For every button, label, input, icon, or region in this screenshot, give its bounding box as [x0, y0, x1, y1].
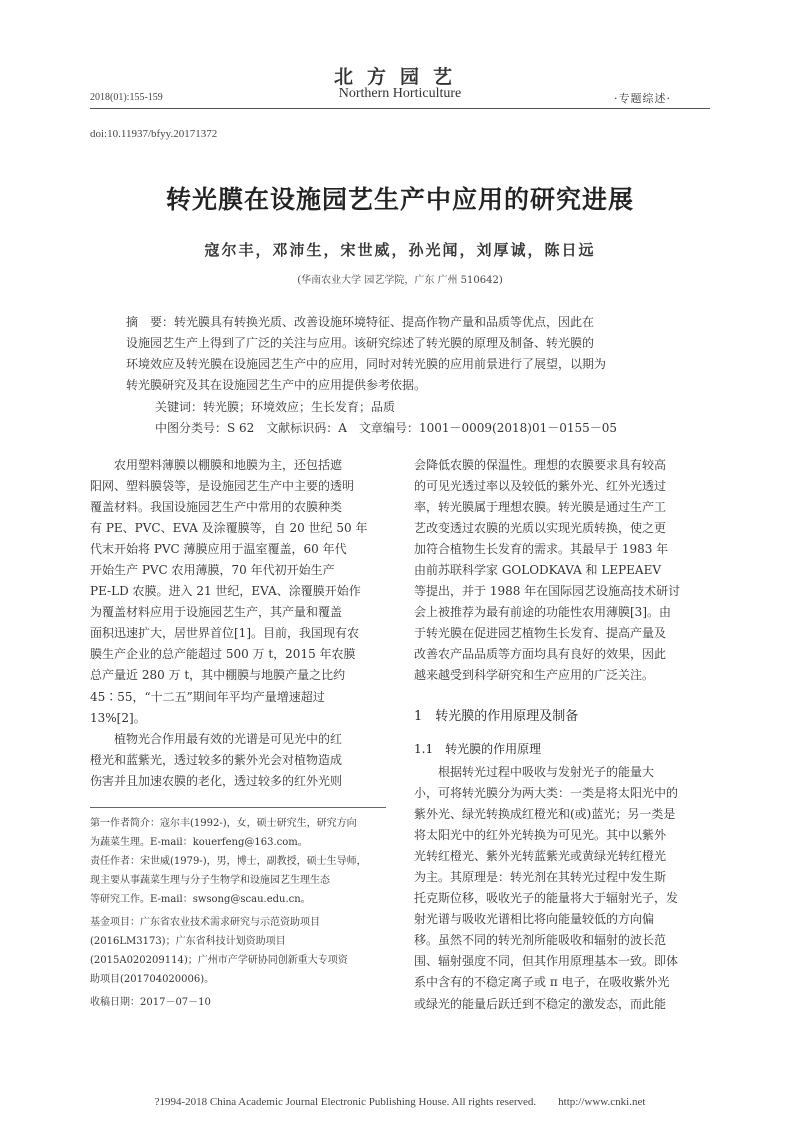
body-line: 农用塑料薄膜以棚膜和地膜为主，还包括遮 [90, 458, 343, 472]
body-line: 伤害并且加速农膜的老化，透过较多的红外光则 [90, 773, 343, 788]
paper-title: 转光膜在设施园艺生产中应用的研究进展 [165, 185, 634, 214]
body-line: 总产量近 280 万 t，其中棚膜与地膜产量之比约 [90, 668, 346, 683]
body-line: 艺改变透过农膜的光质以实现光质转换，使之更 [414, 521, 667, 536]
body-line: 植物光合作用最有效的光谱是可见光中的红 [90, 731, 343, 746]
body-line: 阳网、塑料膜袋等，是设施园艺生产中主要的透明 [90, 479, 355, 494]
body-line: 移。虽然不同的转光剂所能吸收和辐射的波长范 [414, 933, 667, 948]
body-line: 覆盖材料。我国设施园艺生产中常用的农膜种类 [90, 500, 343, 515]
footnote-line: 为蔬菜生理。E-mail：kouerfeng@163.com。 [90, 837, 308, 848]
body-line: 将太阳光中的红外光转换为可见光。其中以紫外 [414, 828, 667, 843]
body-line: 小，可将转光膜分为两大类：一类是将太阳光中的 [414, 786, 679, 801]
body-line: 越来越受到科学研究和生产应用的广泛关注。 [414, 668, 655, 683]
body-line: 等提出，并于 1988 年在国际园艺设施高技术研讨 [414, 584, 681, 599]
section-label: ·专题综述· [614, 92, 671, 105]
authors: 寇尔丰，邓沛生，宋世威，孙光闻，刘厚诚，陈日远 [204, 241, 596, 259]
doi: doi:10.11937/bfyy.20171372 [90, 128, 218, 140]
footnote-line: 第一作者简介：寇尔丰(1992-)，女，硕士研究生，研究方向 [90, 818, 357, 829]
copyright-notice: ?1994-2018 China Academic Journal Electronic Publishing House. All rights reserved. http://www.cnki.net [154, 1096, 646, 1108]
journal-title-en: Northern Horticulture [338, 86, 462, 101]
footnote-line: (2015A020209114)；广州市产学研协同创新重大专项资 [90, 955, 348, 966]
body-line: 加符合植物生长发育的需求。其最早于 1983 年 [414, 542, 669, 557]
footnote-rule [90, 807, 386, 808]
left-column [90, 455, 386, 792]
footnote-line: (2016LM3173)；广东省科技计划资助项目 [90, 936, 286, 947]
body-line: 的可见光透过率以及较低的紫外光、红外光透过 [414, 479, 667, 494]
body-line: 改善农产品品质等方面均具有良好的效果，因此 [414, 647, 667, 662]
body-line: 率，转光膜属于理想农膜。转光膜是通过生产工 [414, 500, 667, 515]
body-line: 托克斯位移，吸收光子的能量将大于辐射光子，发 [414, 891, 679, 906]
body-line: 为主。其原理是：转光剂在其转光过程中发生斯 [414, 870, 667, 885]
body-line: 紫外光、绿光转换成红橙光和(或)蓝光；另一类是 [414, 807, 676, 822]
footnote-line: 收稿日期：2017－07－10 [90, 997, 211, 1008]
footnote-line: 现主要从事蔬菜生理与分子生物学和设施园艺生理生态 [90, 875, 330, 886]
footnote-line: 责任作者：宋世威(1979-)，男，博士，副教授，硕士生导师， [90, 856, 367, 867]
body-line: 系中含有的不稳定离子或 π 电子，在吸收紫外光 [414, 975, 670, 990]
body-line: 会上被推荐为最有前途的功能性农用薄膜[3]。由 [414, 605, 671, 620]
issue-info: 2018(01):155-159 [90, 92, 163, 103]
body-line: 为覆盖材料应用于设施园艺生产，其产量和覆盖 [90, 605, 343, 620]
affiliation: (华南农业大学 园艺学院，广东 广州 510642) [297, 275, 503, 286]
body-line: 围、辐射强度不同，但其作用原理基本一致。即体 [414, 954, 679, 969]
body-line: 射光谱与吸收光谱相比将向能量较低的方向偏 [414, 912, 655, 927]
footnote-line: 等研究工作。E-mail：swsong@scau.edu.cn。 [90, 894, 311, 905]
abstract-line: 摘 要：转光膜具有转换光质、改善设施环境特征、提高作物产量和品质等优点，因此在 [126, 315, 595, 329]
keywords: 关键词：转光膜；环境效应；生长发育；品质 [155, 400, 396, 414]
body-line: 于转光膜在促进园艺植物生长发育、提高产量及 [414, 626, 667, 641]
body-line: 45∶55，“十二五”期间年平均产量增速超过 [90, 689, 325, 704]
body-line: 由前苏联科学家 GOLODKAVA 和 LEPEAEV [414, 563, 662, 578]
abstract-line: 环境效应及转光膜在设施园艺生产中的应用，同时对转光膜的应用前景进行了展望，以期为 [126, 357, 607, 371]
right-column [414, 455, 710, 687]
body-line: 膜生产企业的总产能超过 500 万 t，2015 年农膜 [90, 647, 356, 662]
footnote-line: 基金项目：广东省农业技术需求研究与示范资助项目 [90, 917, 320, 928]
right-column-continued [414, 762, 710, 1015]
body-line: 会降低农膜的保温性。理想的农膜要求具有较高 [414, 458, 667, 472]
body-line: 根据转光过程中吸收与发射光子的能量大 [414, 765, 655, 779]
subsection-heading: 1.1 转光膜的作用原理 [414, 742, 542, 756]
journal-title-cn: 北方园艺 [333, 66, 466, 88]
body-line: 橙光和蓝紫光，透过较多的紫外光会对植物造成 [90, 752, 343, 767]
body-line: PE-LD 农膜。进入 21 世纪，EVA、涂覆膜开始作 [90, 584, 361, 599]
header-rule [90, 108, 710, 109]
body-line: 开始生产 PVC 农用薄膜，70 年代初开始生产 [90, 563, 335, 578]
body-line: 代末开始将 PVC 薄膜应用于温室覆盖，60 年代 [90, 542, 347, 557]
footnote-line: 助项目(201704020006)。 [90, 974, 215, 985]
section-heading: 1 转光膜的作用原理及制备 [414, 709, 579, 724]
body-line: 面积迅速扩大，居世界首位[1]。目前，我国现有农 [90, 626, 359, 641]
abstract-line: 转光膜研究及其在设施园艺生产中的应用提供参考依据。 [126, 378, 427, 392]
body-line: 13%[2]。 [90, 710, 146, 725]
body-line: 光转红橙光、紫外光转蓝紫光或黄绿光转红橙光 [414, 849, 667, 864]
body-line: 或绿光的能量后跃迁到不稳定的激发态，而此能 [414, 996, 667, 1011]
abstract-line: 设施园艺生产上得到了广泛的关注与应用。该研究综述了转光膜的原理及制备、转光膜的 [126, 336, 595, 350]
body-line: 有 PE、PVC、EVA 及涂覆膜等，自 20 世纪 50 年 [90, 521, 368, 536]
classification: 中图分类号：S 62 文献标识码：A 文章编号：1001－0009(2018)01－0155－05 [155, 421, 618, 435]
